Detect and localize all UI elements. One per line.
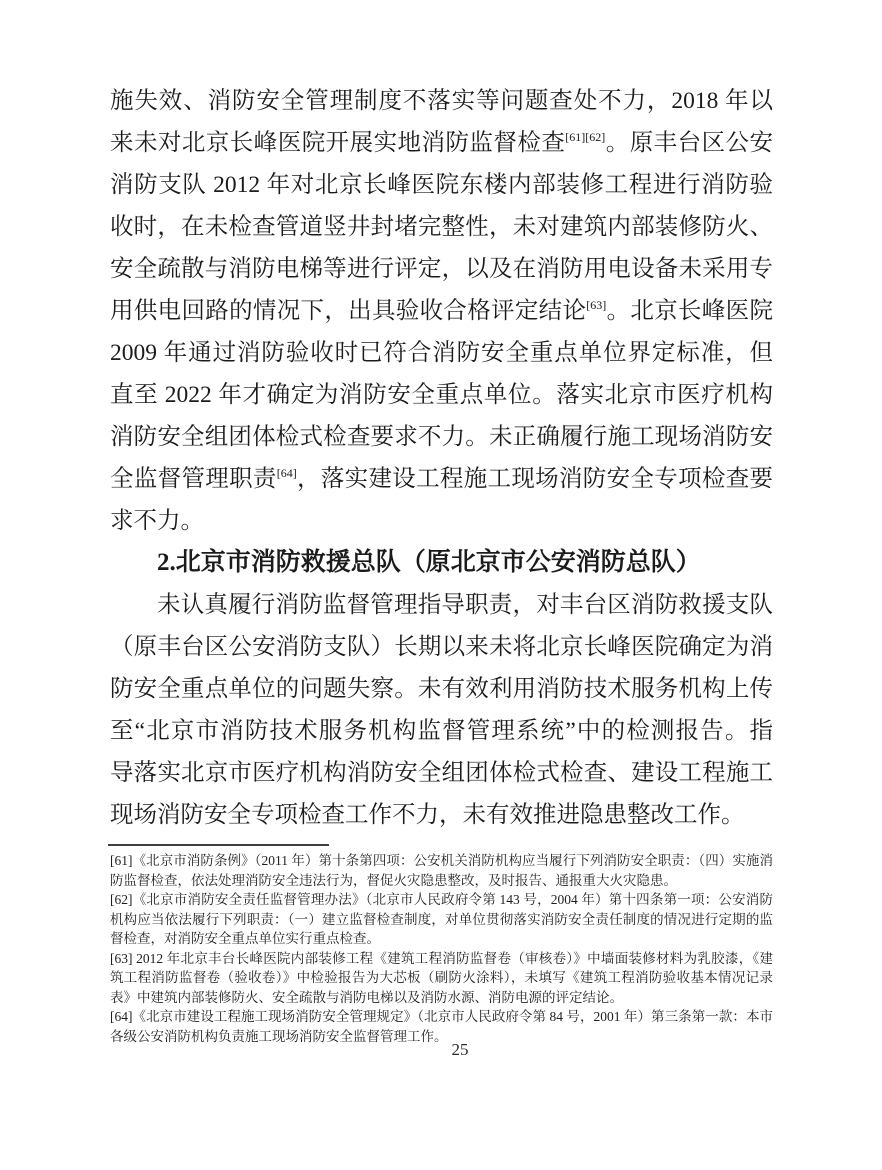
- footnote-text: 《北京市消防安全责任监督管理办法》（北京市人民政府令第 143 号，2004 年）第十四条第一项：公安消防机构应当依法履行下列职责：（一）建立监督检查制度，对单位贯彻落实消防安全责任制度的情况进行定期的监督检查，对消防安全重点单位实行重点检查。: [110, 892, 773, 946]
- section-heading: 2.北京市消防救援总队（原北京市公安消防总队）: [157, 549, 701, 576]
- text-segment: ，落实建设工程施工现场消防安全专项检查要: [296, 466, 773, 492]
- paragraph1-line: 消防安全组团体检式检查要求不力。未正确履行施工现场消防安: [110, 424, 773, 450]
- paragraph2-line: 导落实北京市医疗机构消防安全组团体检式检查、建设工程施工: [110, 760, 773, 786]
- text-segment: 。原丰台区公安: [605, 130, 773, 156]
- footnote-text: 《北京市建设工程施工现场消防安全管理规定》（北京市人民政府令第 84 号，2001 年）第三条第一款：本市各级公安消防机构负责施工现场消防安全监督管理工作。: [110, 1009, 773, 1044]
- text-segment: 来未对北京长峰医院开展实地消防监督检查: [110, 130, 566, 156]
- paragraph1-line: 2009 年通过消防验收时已符合消防安全重点单位界定标准，但: [110, 340, 773, 366]
- paragraph2-line: 防安全重点单位的问题失察。未有效利用消防技术服务机构上传: [110, 676, 773, 702]
- footnote-separator: [108, 844, 329, 846]
- footnote-ref: [64]: [276, 466, 297, 480]
- body-text: [110, 80, 773, 836]
- paragraph1-line: [110, 122, 773, 164]
- text-segment: 用供电回路的情况下，出具验收合格评定结论: [110, 298, 587, 324]
- paragraph1-line: [110, 290, 773, 332]
- footnote-63: [110, 949, 773, 1008]
- paragraph1-line: 收时，在未检查管道竖井封堵完整性，未对建筑内部装修防火、: [110, 214, 773, 240]
- footnote-text: 2012 年北京丰台长峰医院内部装修工程《建筑工程消防监督卷（审核卷）》中墙面装修材料为乳胶漆，《建筑工程消防监督卷（验收卷）》中检验报告为大芯板（刷防火涂料），未填写《建筑工程消防验收基本情况记录表》中建筑内部装修防火、安全疏散与消防电梯以及消防水源、消防电源的评定结论。: [110, 950, 773, 1005]
- footnote-62: [110, 890, 773, 949]
- paragraph2-line: 至“北京市消防技术服务机构监督管理系统”中的检测报告。指: [110, 718, 773, 744]
- paragraph2-line: （原丰台区公安消防支队）长期以来未将北京长峰医院确定为消: [110, 634, 773, 660]
- paragraph2-line: 现场消防安全专项检查工作不力，未有效推进隐患整改工作。: [110, 802, 745, 828]
- paragraph1-line: 安全疏散与消防电梯等进行评定，以及在消防用电设备未采用专: [110, 256, 773, 282]
- footnote-marker: [61]: [110, 853, 133, 868]
- paragraph1-line: 求不力。: [110, 508, 204, 534]
- footnote-ref: [61][62]: [565, 130, 606, 144]
- footnote-marker: [62]: [110, 892, 133, 907]
- footnotes: [110, 851, 773, 1046]
- footnote-text: 《北京市消防条例》（2011 年）第十条第四项：公安机关消防机构应当履行下列消防安全职责：（四）实施消防监督检查，依法处理消防安全违法行为，督促火灾隐患整改，及时报告、通报重大火灾隐患。: [110, 853, 773, 888]
- text-segment: 全监督管理职责: [110, 466, 277, 492]
- footnote-marker: [63]: [110, 950, 133, 966]
- footnote-61: [110, 851, 773, 890]
- page-number: 25: [451, 1040, 469, 1059]
- paragraph2-line: 未认真履行消防监督管理指导职责，对丰台区消防救援支队: [157, 592, 773, 618]
- paragraph1-line: 施失效、消防安全管理制度不落实等问题查处不力，2018 年以: [110, 88, 773, 114]
- paragraph1-line: 消防支队 2012 年对北京长峰医院东楼内部装修工程进行消防验: [110, 172, 773, 198]
- text-segment: 。北京长峰医院: [606, 298, 773, 324]
- footnote-ref: [63]: [586, 298, 607, 312]
- paragraph1-line: 直至 2022 年才确定为消防安全重点单位。落实北京市医疗机构: [110, 382, 773, 408]
- paragraph1-line: [110, 458, 773, 500]
- footnote-marker: [64]: [110, 1009, 133, 1024]
